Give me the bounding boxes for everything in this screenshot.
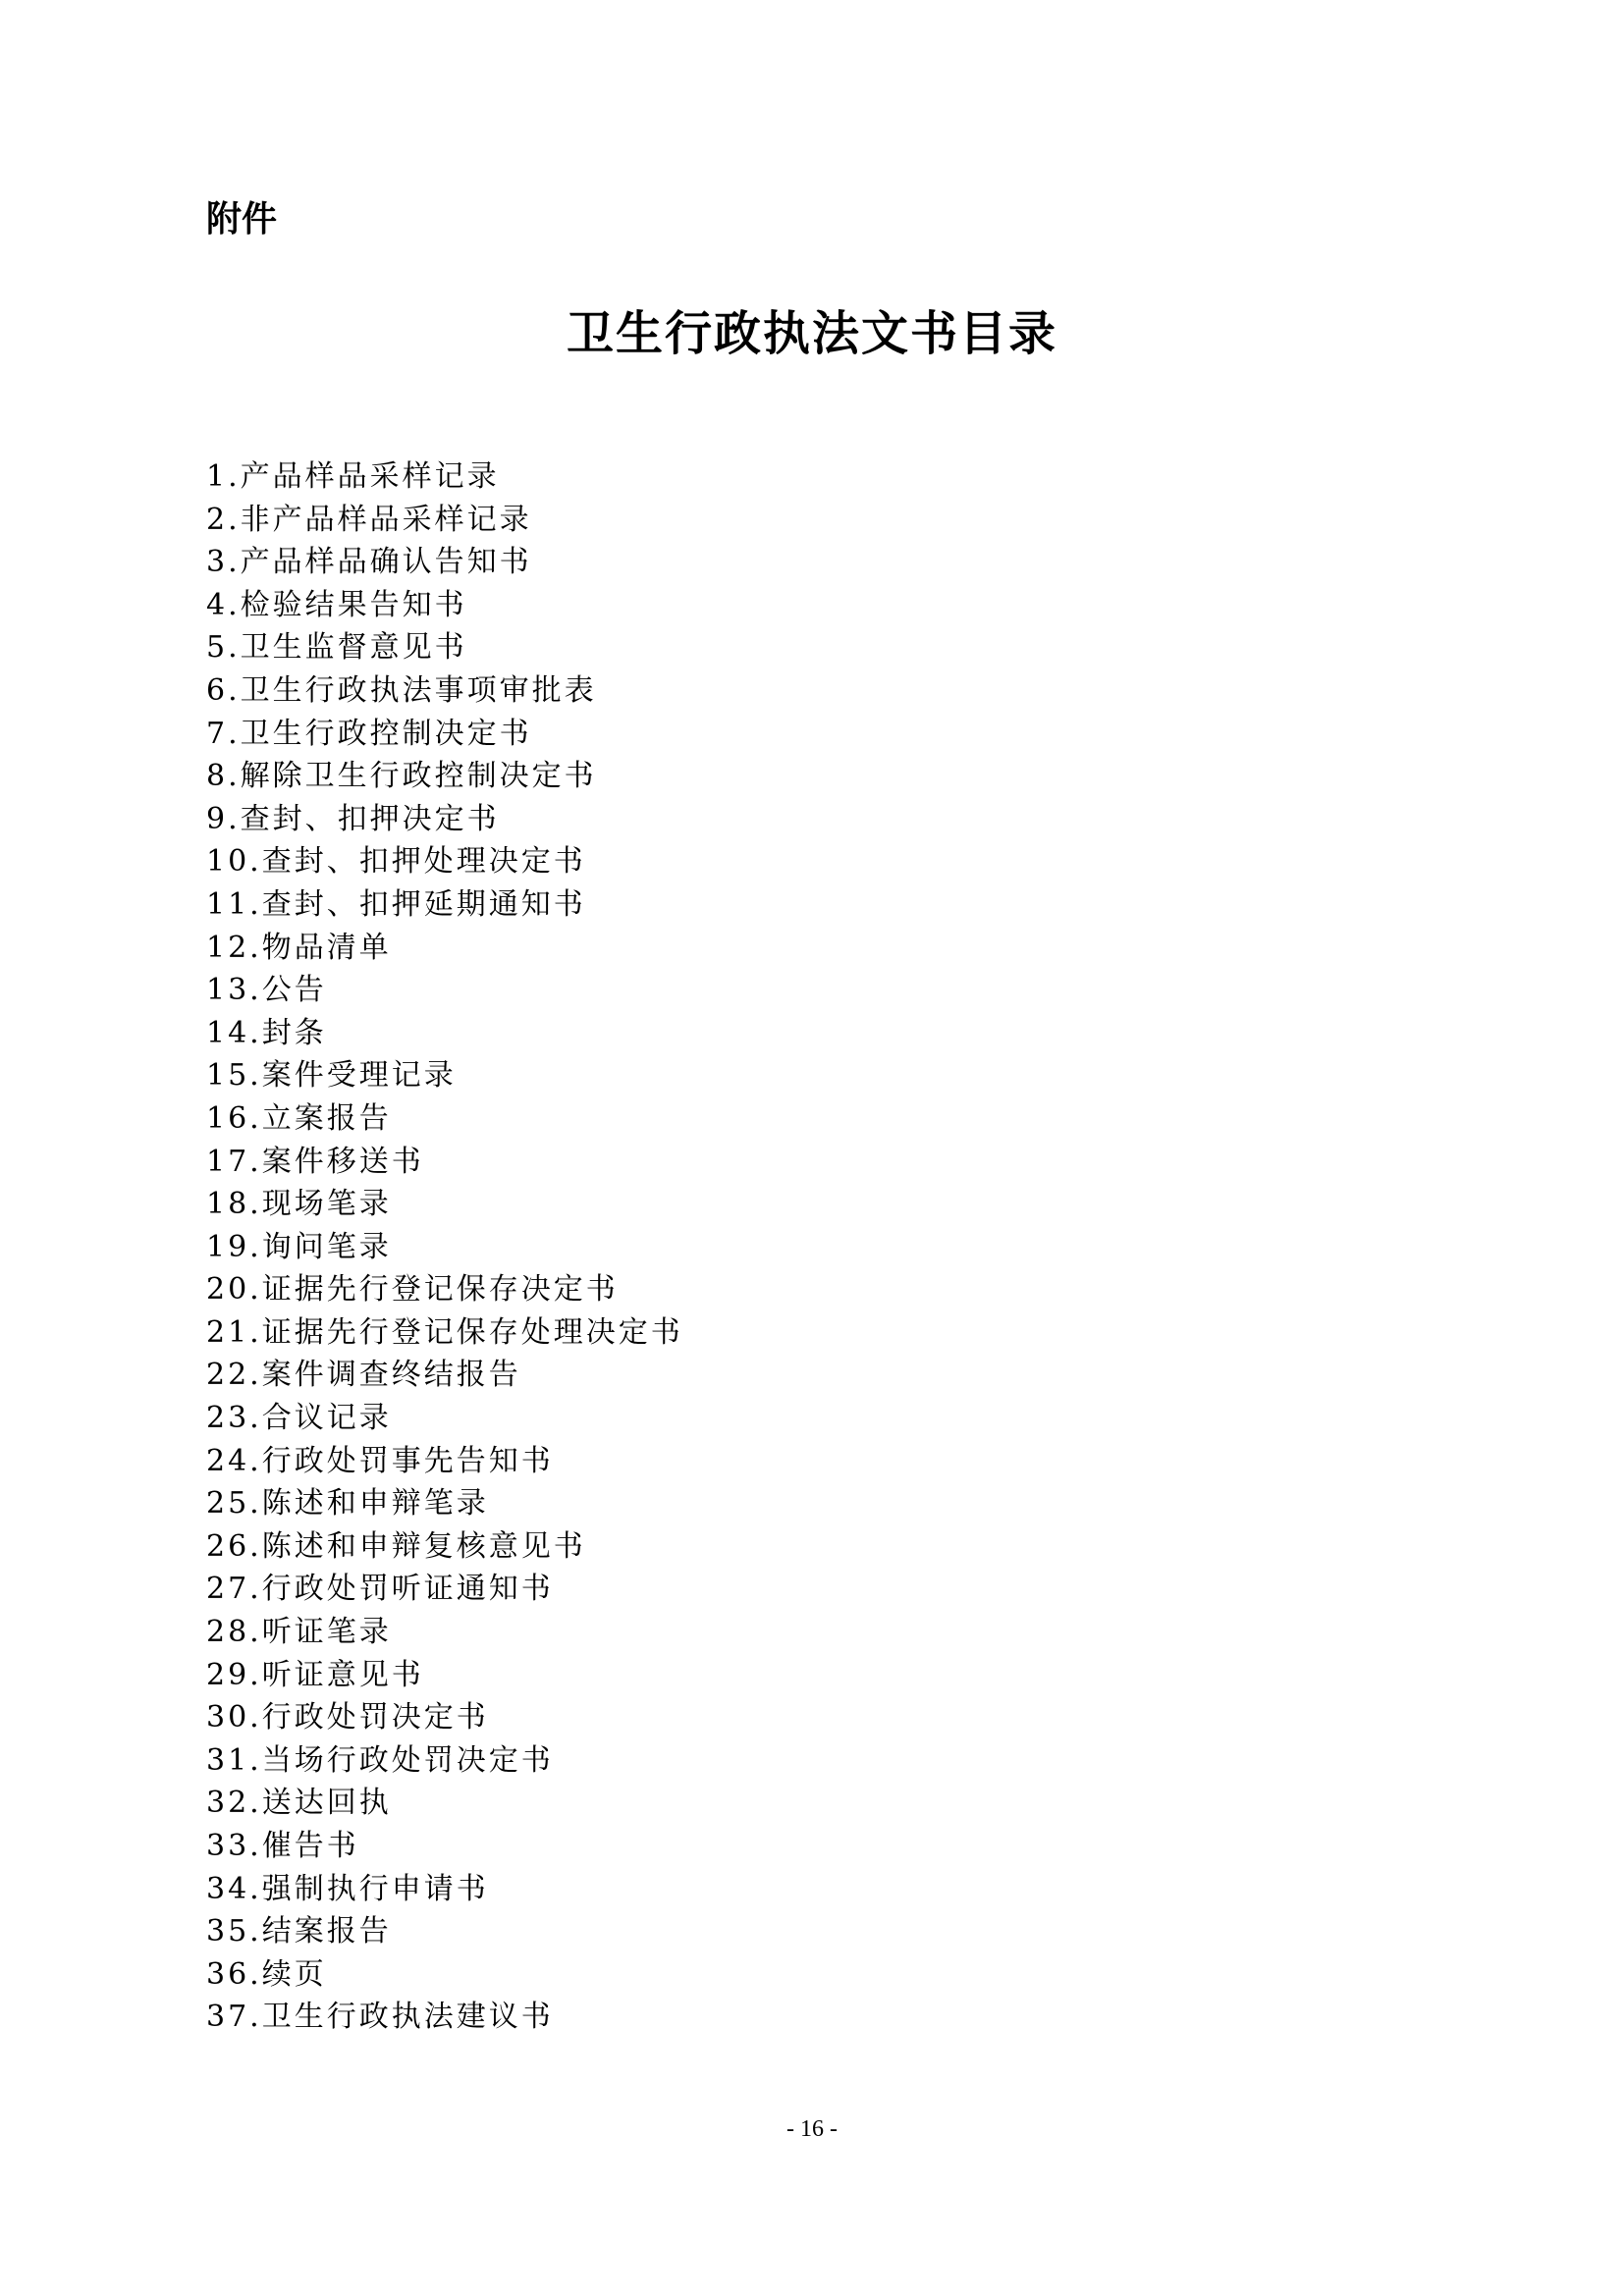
attachment-label: 附件	[206, 199, 278, 240]
page-number: - 16 -	[786, 2116, 838, 2142]
catalog-item: 13.公告	[206, 973, 327, 1008]
catalog-item: 23.合议记录	[206, 1401, 392, 1436]
catalog-item: 12.物品清单	[206, 930, 392, 965]
catalog-item: 25.陈述和申辩笔录	[206, 1486, 489, 1522]
catalog-item: 4.检验结果告知书	[206, 587, 467, 622]
catalog-item: 35.结案报告	[206, 1914, 392, 1949]
catalog-item: 7.卫生行政控制决定书	[206, 716, 532, 751]
catalog-item: 1.产品样品采样记录	[206, 459, 500, 494]
catalog-item: 14.封条	[206, 1015, 327, 1050]
catalog-item: 8.解除卫生行政控制决定书	[206, 759, 597, 794]
catalog-item: 2.非产品样品采样记录	[206, 502, 532, 537]
catalog-item: 31.当场行政处罚决定书	[206, 1742, 554, 1778]
catalog-item: 5.卫生监督意见书	[206, 630, 467, 666]
catalog-item: 33.催告书	[206, 1829, 359, 1863]
catalog-item: 37.卫生行政执法建议书	[206, 2000, 554, 2035]
catalog-item: 36.续页	[206, 1956, 327, 1992]
catalog-item: 24.行政处罚事先告知书	[206, 1443, 554, 1478]
catalog-item: 3.产品样品确认告知书	[206, 545, 532, 580]
catalog-item: 26.陈述和申辩复核意见书	[206, 1528, 586, 1564]
catalog-item: 28.听证笔录	[206, 1615, 392, 1650]
catalog-item: 30.行政处罚决定书	[206, 1700, 489, 1735]
catalog-item: 18.现场笔录	[206, 1187, 392, 1222]
document-catalog-list	[206, 455, 683, 2039]
catalog-item: 34.强制执行申请书	[206, 1871, 489, 1906]
catalog-item: 16.立案报告	[206, 1100, 392, 1136]
catalog-item: 32.送达回执	[206, 1786, 392, 1821]
catalog-item: 6.卫生行政执法事项审批表	[206, 672, 597, 708]
catalog-item: 21.证据先行登记保存处理决定书	[206, 1314, 683, 1350]
catalog-item: 19.询问笔录	[206, 1229, 392, 1264]
catalog-item: 10.查封、扣押处理决定书	[206, 844, 586, 880]
document-title: 卫生行政执法文书目录	[566, 306, 1057, 361]
catalog-item: 29.听证意见书	[206, 1657, 424, 1692]
catalog-item: 20.证据先行登记保存决定书	[206, 1272, 619, 1308]
catalog-item: 11.查封、扣押延期通知书	[206, 886, 586, 922]
catalog-item: 9.查封、扣押决定书	[206, 801, 500, 836]
catalog-item: 15.案件受理记录	[206, 1058, 457, 1094]
catalog-item: 22.案件调查终结报告	[206, 1358, 521, 1393]
catalog-item: 27.行政处罚听证通知书	[206, 1572, 554, 1607]
catalog-item: 17.案件移送书	[206, 1144, 424, 1179]
